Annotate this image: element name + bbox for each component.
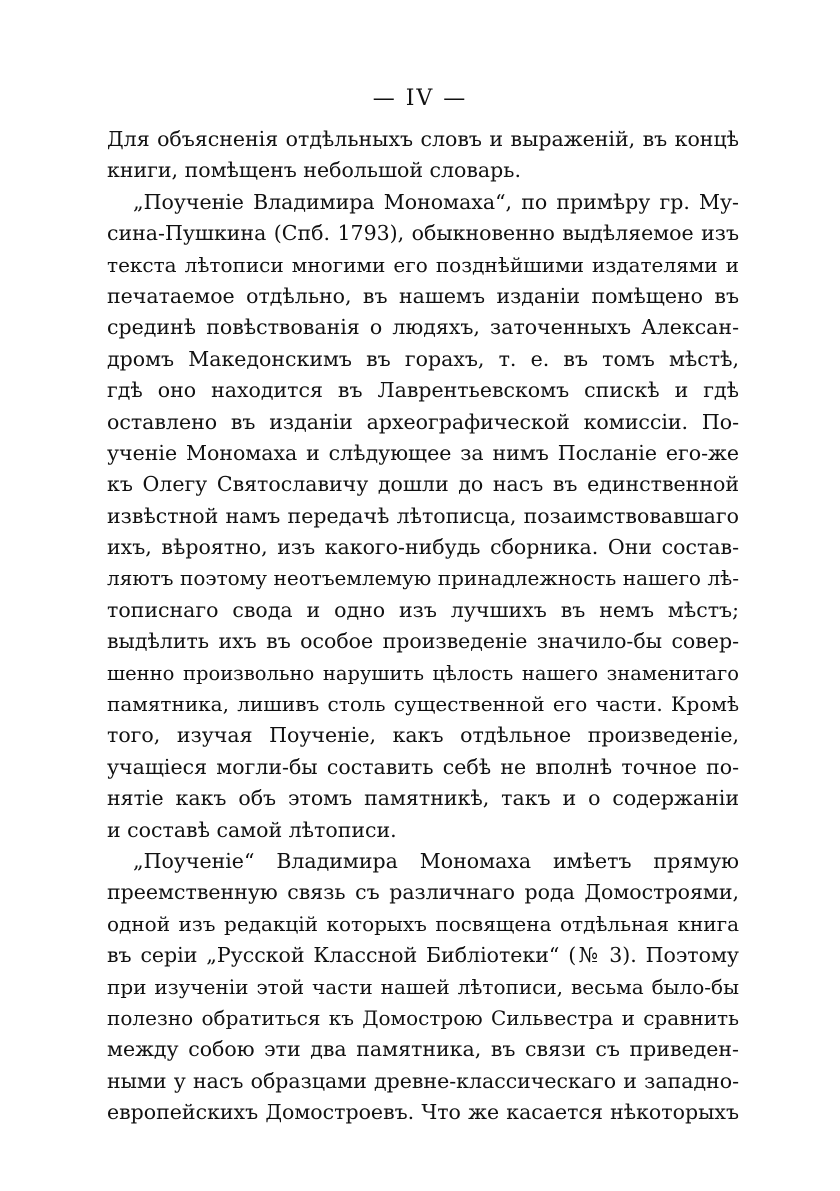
text-line: въ серіи „Русской Классной Библіотеки“ (№ 3). Поэтому xyxy=(107,943,739,968)
text-line: ученіе Мономаха и слѣдующее за нимъ Посланіе его-же xyxy=(107,440,739,465)
text-line: извѣстной намъ передачѣ лѣтописца, позаимствовавшаго xyxy=(107,503,739,528)
text-line: и составѣ самой лѣтописи. xyxy=(107,817,397,842)
text-line: „Поученіе Владимира Мономаха“, по примѣру гр. Му- xyxy=(133,189,739,214)
text-line: оставлено въ изданіи археографической комиссіи. По- xyxy=(107,409,739,434)
text-line: того, изучая Поученіе, какъ отдѣльное произведеніе, xyxy=(107,723,739,748)
text-line: преемственную связь съ различнаго рода Домостроями, xyxy=(107,880,739,905)
text-line: шенно произвольно нарушить цѣлость нашего знаменитаго xyxy=(107,661,739,685)
page-number: — IV — xyxy=(372,86,468,111)
text-line: нятіе какъ объ этомъ памятникѣ, такъ и о содержаніи xyxy=(107,786,739,811)
text-line: выдѣлить ихъ въ особое произведеніе значило-бы совер- xyxy=(107,629,739,654)
text-line: срединѣ повѣствованія о людяхъ, заточенныхъ Алексан- xyxy=(107,315,739,340)
text-line: ными у насъ образцами древне-классическаго и западно- xyxy=(107,1068,739,1093)
text-line: Для объясненія отдѣльныхъ словъ и выраженій, въ концѣ xyxy=(107,127,739,151)
text-line: печатаемое отдѣльно, въ нашемъ изданіи помѣщено въ xyxy=(107,283,739,308)
text-line: при изученіи этой части нашей лѣтописи, весьма было-бы xyxy=(107,974,739,999)
text-line: памятника, лишивъ столь существенной его части. Кромѣ xyxy=(107,692,739,717)
text-line: между собою эти два памятника, въ связи съ приведен- xyxy=(107,1037,739,1062)
text-line: дромъ Македонскимъ въ горахъ, т. е. въ томъ мѣстѣ, xyxy=(107,346,739,371)
text-line: европейскихъ Домостроевъ. Что же касается нѣкоторыхъ xyxy=(107,1100,739,1125)
text-line: ихъ, вѣроятно, изъ какого-нибудь сборника. Они состав- xyxy=(107,535,739,560)
text-line: текста лѣтописи многими его позднѣйшими издателями и xyxy=(107,252,739,277)
text-line: „Поученіе“ Владимира Мономаха имѣетъ прямую xyxy=(133,848,739,873)
text-line: одной изъ редакцій которыхъ посвящена отдѣльная книга xyxy=(107,911,739,936)
text-line: книги, помѣщенъ небольшой словарь. xyxy=(107,158,521,183)
text-line: гдѣ оно находится въ Лаврентьевскомъ спискѣ и гдѣ xyxy=(107,378,739,403)
text-line: учащіеся могли-бы составить себѣ не вполнѣ точное по- xyxy=(107,754,739,779)
body-text xyxy=(107,124,739,1129)
text-line: тописнаго свода и одно изъ лучшихъ въ немъ мѣстъ; xyxy=(107,597,739,622)
text-line: сина-Пушкина (Спб. 1793), обыкновенно выдѣляемое изъ xyxy=(107,221,739,246)
text-line: къ Олегу Святославичу дошли до насъ въ единственной xyxy=(107,472,739,497)
text-line: ляютъ поэтому неотъемлемую принадлежность нашего лѣ- xyxy=(107,566,739,591)
text-line: полезно обратиться къ Домострою Сильвестра и сравнить xyxy=(107,1005,739,1030)
